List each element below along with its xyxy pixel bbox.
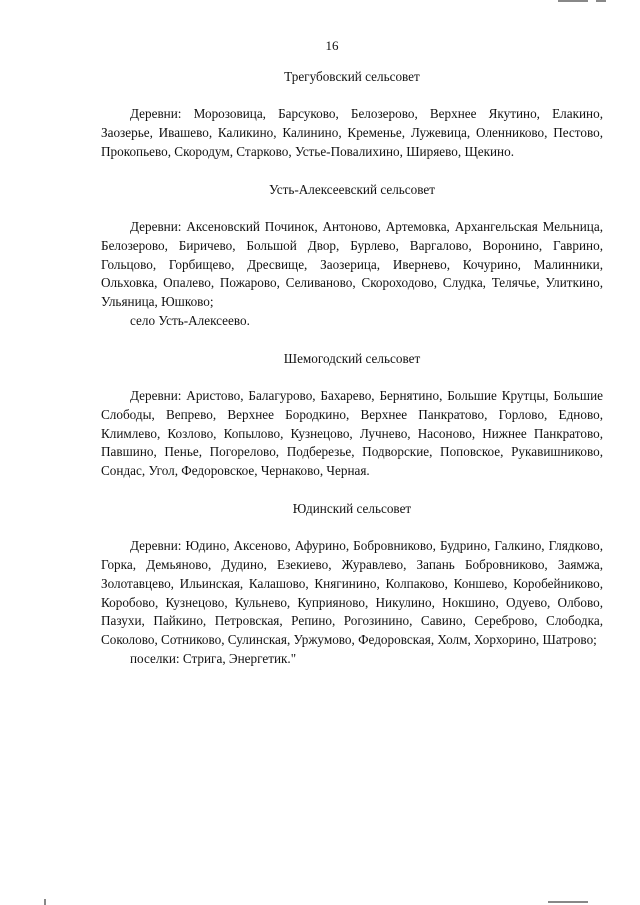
document-body <box>101 68 603 669</box>
section-paragraph: Деревни: Юдино, Аксеново, Афурино, Бобровниково, Будрино, Галкино, Глядково, Горка, Демьяново, Дудино, Езекиево, Журавлево, Запань Бобровниково, Заямжа, Золотавцево, Ильинская, Калашово, Княгинино, Колпаково, Коншево, Коробейниково, Коробово, Кузнецово, Кульнево, Куприяново, Никулино, Нокшино, Одуево, Олбово, Пазухи, Пайкино, Петровская, Репино, Рогозинино, Савино, Сереброво, Слободка, Соколово, Сотниково, Сулинская, Уржумово, Федоровская, Холм, Хорхорино, Шатрово; <box>101 538 603 648</box>
page-number: 16 <box>325 38 339 53</box>
section-yudinsky <box>101 500 603 669</box>
section-paragraph: Деревни: Аристово, Балагурово, Бахарево, Бернятино, Большие Крутцы, Большие Слободы, Вепрево, Верхнее Бородкино, Верхнее Панкратово, Горлово, Едново, Климлево, Козлово, Копылово, Кузнецово, Лучнево, Насоново, Нижнее Панкратово, Павшино, Пенье, Погорелово, Подберезье, Подворские, Поповское, Рукавишниково, Сондас, Угол, Федоровское, Чернаково, Черная. <box>101 387 603 479</box>
scan-mark-top-right-2 <box>596 0 606 2</box>
scan-mark-bottom-right <box>548 901 588 903</box>
section-paragraph: Деревни: Аксеновский Починок, Антоново, Артемовка, Архангельская Мельница, Белозерово, Биричево, Большой Двор, Бурлево, Варгалово, Воронино, Гаврино, Гольцово, Горбищево, Дресвище, Заозерица, Иверневo, Кочурино, Малинники, Ольховка, Опалево, Пожарово, Селиваново, Скороходово, Слудка, Телячье, Улиткино, Ульяница, Юшково; <box>101 218 603 310</box>
section-title: Юдинский сельсовет <box>292 500 412 516</box>
section-title: Усть-Алексеевский сельсовет <box>268 181 436 197</box>
section-ust-alekseevsky <box>101 181 603 331</box>
section-shemogodsky <box>101 350 603 481</box>
section-tregubovsky <box>101 68 603 162</box>
section-extra-line: село Усть-Алексеево. <box>130 312 250 328</box>
scan-mark-bottom-left <box>44 899 46 905</box>
section-extra-line: поселки: Стрига, Энергетик." <box>130 650 297 666</box>
scan-mark-top-right <box>558 0 588 2</box>
section-paragraph: Деревни: Морозовица, Барсуково, Белозерово, Верхнее Якутино, Елакино, Заозерье, Ивашево, Каликино, Калинино, Кременье, Лужевица, Оленниково, Пестово, Прокопьево, Скородум, Старково, Устье-Повалихино, Ширяево, Щекино. <box>101 106 603 159</box>
section-title: Шемогодский сельсовет <box>283 350 421 366</box>
section-title: Трегубовский сельсовет <box>284 69 420 84</box>
